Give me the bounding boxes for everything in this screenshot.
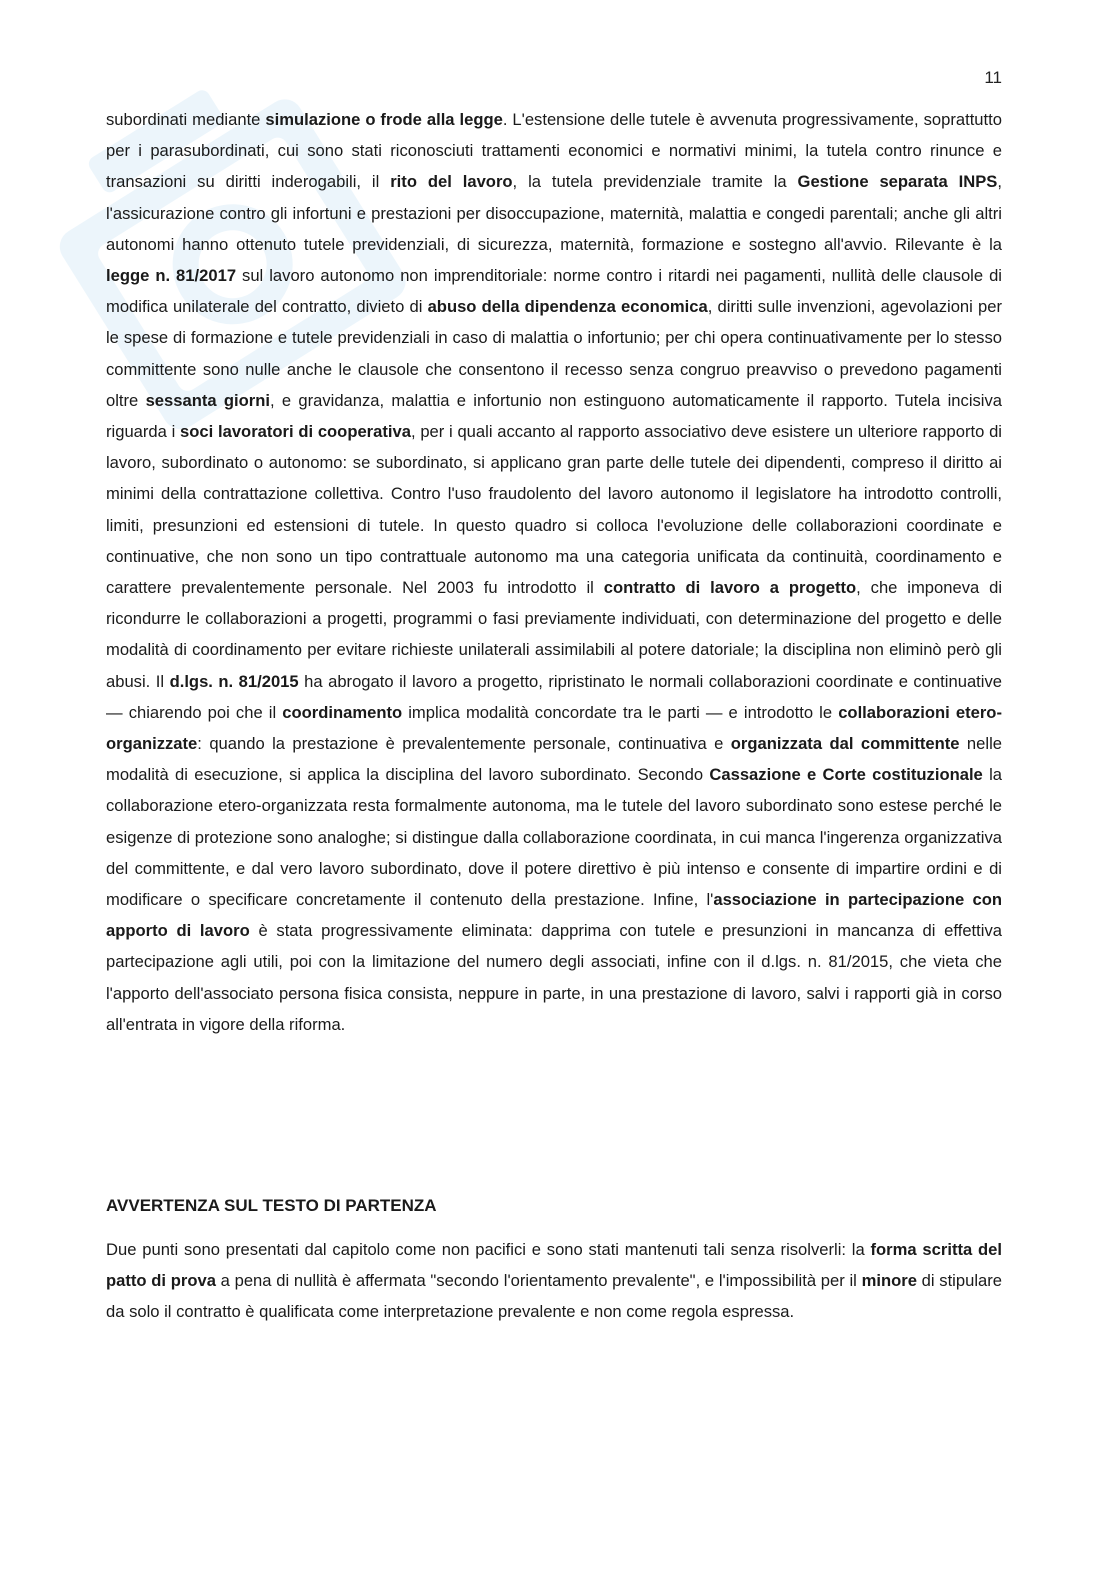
bold-term: d.lgs. n. 81/2015 — [169, 671, 299, 691]
bold-term: rito del lavoro — [390, 172, 513, 192]
bold-term: collaborazioni etero-organizzate — [106, 702, 1002, 754]
bold-term: sessanta giorni — [145, 390, 270, 410]
bold-term: minore — [861, 1271, 917, 1291]
bold-term: contratto di lavoro a progetto — [603, 578, 857, 598]
bold-term: simulazione o frode alla legge — [265, 110, 503, 129]
page-number: 11 — [984, 68, 1002, 87]
bold-term: soci lavoratori di cooperativa — [180, 422, 411, 442]
bold-term: Cassazione e Corte costituzionale — [709, 765, 983, 785]
bold-term: organizzata dal committente — [730, 734, 960, 754]
bold-term: Gestione separata INPS — [797, 172, 998, 192]
bold-term: coordinamento — [282, 702, 403, 722]
bold-term: forma scritta del patto di prova — [106, 1240, 1002, 1291]
bold-term: legge n. 81/2017 — [106, 266, 237, 286]
bold-term: abuso della dipendenza economica — [427, 297, 708, 317]
warning-paragraph: Due punti sono presentati dal capitolo come non pacifici e sono stati mantenuti tali senza risolverli: la forma scritta del patto di prova a pena di nullità è affermata "secondo l'orientamento prevalente", e l'impossibilità per il minore di stipulare da solo il contratto è qualificata come interpretazione prevalente e non come regola espressa. — [106, 1240, 1002, 1322]
section-heading: AVVERTENZA SUL TESTO DI PARTENZA — [106, 1196, 437, 1215]
main-paragraph: subordinati mediante simulazione o frode alla legge. L'estensione delle tutele è avvenuta progressivamente, soprattutto per i parasubordinati, cui sono stati riconosciuti trattamenti economici e normativi minimi, la tutela contro rinunce e transazioni su diritti inderogabili, il rito del lavoro, la tutela previdenziale tramite la Gestione separata INPS, l'assicurazione contro gli infortuni e prestazioni per disoccupazione, maternità, malattia e congedi parentali; anche gli altri autonomi hanno ottenuto tutele previdenziali, di sicurezza, maternità, formazione e sostegno all'avvio. Rilevante è la legge n. 81/2017 sul lavoro autonomo non imprenditoriale: norme contro i ritardi nei pagamenti, nullità delle clausole di modifica unilaterale del contratto, divieto di abuso della dipendenza economica, diritti sulle invenzioni, agevolazioni per le spese di formazione e tutele previdenziali in caso di malattia o infortunio; per chi opera continuativamente per lo stesso committente sono nulle anche le clausole che consentono il recesso senza congruo preavviso o prevedono pagamenti oltre sessanta giorni, e gravidanza, malattia e infortunio non estinguono automaticamente il rapporto. Tutela incisiva riguarda i soci lavoratori di cooperativa, per i quali accanto al rapporto associativo deve esistere un ulteriore rapporto di lavoro, subordinato o autonomo: se subordinato, si applicano gran parte delle tutele dei dipendenti, compreso il diritto ai minimi della contrattazione collettiva. Contro l'uso fraudolento del lavoro autonomo il legislatore ha introdotto controlli, limiti, presunzioni ed estensioni di tutele. In questo quadro si colloca l'evoluzione delle collaborazioni coordinate e continuative, che non sono un tipo contrattuale autonomo ma una categoria unificata da continuità, coordinamento e carattere prevalentemente personale. Nel 2003 fu introdotto il contratto di lavoro a progetto, che imponeva di ricondurre le collaborazioni a progetti, programmi o fasi previamente individuati, con determinazione del progetto e delle modalità di coordinamento per evitare richieste unilaterali assimilabili al potere datoriale; la disciplina non eliminò però gli abusi. Il d.lgs. n. 81/2015 ha abrogato il lavoro a progetto, ripristinato le normali collaborazioni coordinate e continuative — chiarendo poi che il coordinamento implica modalità concordate tra le parti — e introdotto le collaborazioni etero-organizzate: quando la prestazione è prevalentemente personale, continuativa e organizzata dal committente nelle modalità di esecuzione, si applica la disciplina del lavoro subordinato. Secondo Cassazione e Corte costituzionale la collaborazione etero-organizzata resta formalmente autonoma, ma le tutele del lavoro subordinato sono estese perché le esigenze di protezione sono analoghe; si distingue dalla collaborazione coordinata, in cui manca l'ingerenza organizzativa del committente, e dal vero lavoro subordinato, dove il potere direttivo è più intenso e consente di impartire ordini e di modificare o specificare concretamente il contenuto della prestazione. Infine, l'associazione in partecipazione con apporto di lavoro è stata progressivamente eliminata: dapprima con tutele e presunzioni in mancanza di effettiva partecipazione agli utili, poi con la limitazione del numero degli associati, infine con il d.lgs. n. 81/2015, che vieta che l'apporto dell'associato persona fisica consista, neppure in parte, in una prestazione di lavoro, salvi i rapporti già in corso all'entrata in vigore della riforma. — [106, 110, 1003, 1034]
bold-term: associazione in partecipazione con apporto di lavoro — [106, 890, 1002, 941]
